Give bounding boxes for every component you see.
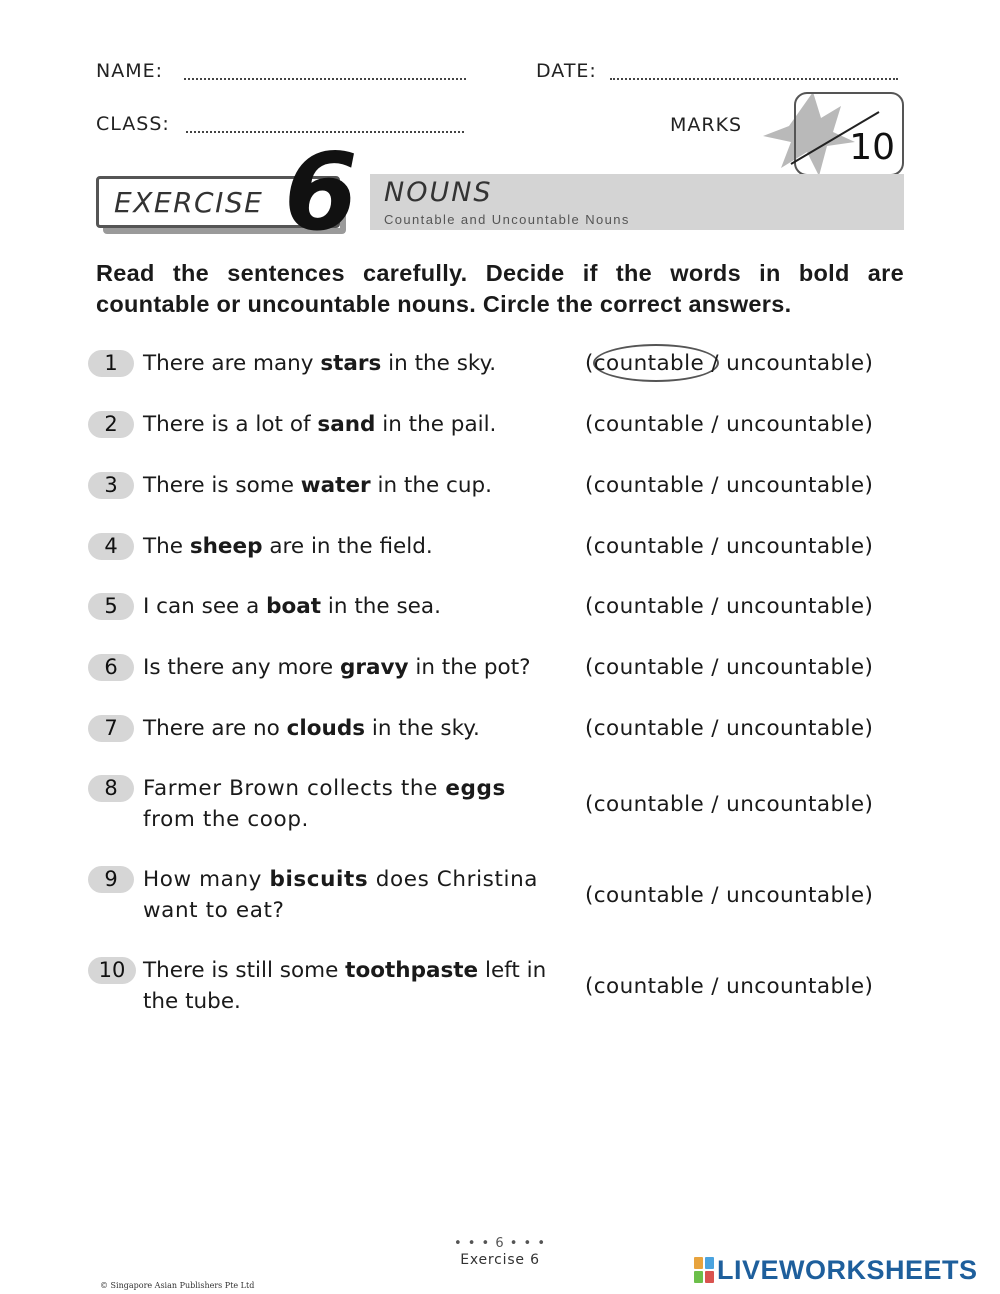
- question-number: 7: [88, 715, 134, 742]
- name-label: NAME:: [96, 60, 164, 82]
- question-number: 1: [88, 350, 134, 377]
- marks-label: MARKS: [670, 114, 743, 136]
- date-label: DATE:: [536, 60, 597, 82]
- answer-options[interactable]: (countable / uncountable): [585, 655, 874, 680]
- answer-options[interactable]: (countable / uncountable): [585, 412, 874, 437]
- bold-noun: stars: [320, 351, 382, 376]
- bold-noun: boat: [266, 594, 322, 619]
- question-number: 9: [88, 866, 134, 893]
- bold-noun: clouds: [286, 716, 366, 741]
- exercise-word: EXERCISE: [114, 186, 264, 219]
- liveworksheets-icon: [694, 1257, 714, 1283]
- question-number: 2: [88, 411, 134, 438]
- liveworksheets-logo[interactable]: [694, 1255, 978, 1285]
- question-sentence: How many biscuits does Christina want to eat?: [143, 867, 539, 923]
- name-field[interactable]: [184, 78, 466, 80]
- bold-noun: gravy: [339, 655, 409, 680]
- answer-options[interactable]: (countable / uncountable): [585, 534, 874, 559]
- question-number: 10: [88, 957, 136, 984]
- question-sentence: I can see a boat in the sea.: [143, 594, 441, 619]
- marks-max: 10: [849, 127, 895, 168]
- class-label: CLASS:: [96, 113, 170, 135]
- date-field[interactable]: [610, 78, 898, 80]
- answer-options[interactable]: (countable / uncountable): [585, 716, 874, 741]
- answer-options[interactable]: (countable / uncountable): [585, 473, 874, 498]
- bold-noun: biscuits: [269, 867, 369, 892]
- answer-options[interactable]: (countable / uncountable): [585, 974, 874, 999]
- bold-noun: sand: [317, 412, 376, 437]
- question-sentence: There is still some toothpaste left in the tube.: [143, 958, 547, 1014]
- question-sentence: There are many stars in the sky.: [143, 351, 497, 376]
- question-sentence: Farmer Brown collects the eggs from the coop.: [143, 776, 506, 832]
- footer-exercise-label: Exercise 6: [460, 1252, 540, 1268]
- topic-subtitle: Countable and Uncountable Nouns: [384, 212, 630, 227]
- liveworksheets-brand: LIVEWORKSHEETS: [717, 1254, 978, 1285]
- question-number: 3: [88, 472, 134, 499]
- bold-noun: toothpaste: [345, 958, 479, 983]
- question-sentence: There is a lot of sand in the pail.: [143, 412, 497, 437]
- instructions: Read the sentences carefully. Decide if the words in bold are countable or uncountable nouns. Circle the correct answers.: [96, 260, 904, 317]
- exercise-number: 6: [284, 131, 358, 254]
- question-number: 5: [88, 593, 134, 620]
- copyright: © Singapore Asian Publishers Pte Ltd: [100, 1281, 255, 1290]
- answer-options[interactable]: (countable / uncountable): [585, 594, 874, 619]
- question-sentence: The sheep are in the field.: [143, 534, 433, 559]
- bold-noun: sheep: [189, 534, 263, 559]
- answer-options[interactable]: (countable / uncountable): [585, 883, 874, 908]
- page-number: • • • 6 • • •: [453, 1236, 547, 1251]
- question-number: 6: [88, 654, 134, 681]
- bold-noun: eggs: [445, 776, 506, 801]
- question-number: 8: [88, 775, 134, 802]
- answer-options[interactable]: (countable / uncountable): [585, 351, 874, 376]
- question-sentence: There are no clouds in the sky.: [143, 716, 480, 741]
- topic-title: NOUNS: [384, 177, 493, 208]
- answer-options[interactable]: (countable / uncountable): [585, 792, 874, 817]
- question-sentence: There is some water in the cup.: [143, 473, 492, 498]
- question-number: 4: [88, 533, 134, 560]
- marks-box[interactable]: [755, 92, 905, 176]
- question-sentence: Is there any more gravy in the pot?: [143, 655, 531, 680]
- bold-noun: water: [300, 473, 371, 498]
